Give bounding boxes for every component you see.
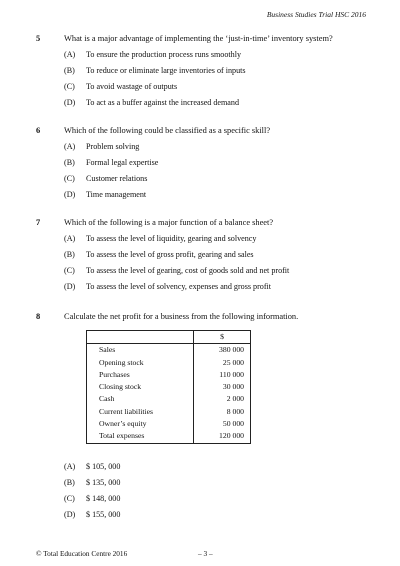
option-b (64, 250, 376, 259)
option-label: (B) (64, 66, 75, 75)
question-5 (36, 34, 376, 107)
option-label: (B) (64, 478, 75, 487)
option-label: (D) (64, 510, 76, 519)
option-a (64, 462, 376, 471)
question-text: What is a major advantage of implementing the ‘just-in-time’ inventory system? (64, 34, 333, 43)
table-cell-item: Cash (87, 393, 194, 405)
table-cell-value: 2 000 (194, 393, 251, 405)
question-7 (36, 218, 376, 291)
option-text: To assess the level of gross profit, gearing and sales (86, 250, 254, 259)
option-d (64, 282, 376, 291)
question-number: 7 (36, 218, 41, 227)
option-label: (A) (64, 50, 76, 59)
option-b (64, 66, 376, 75)
question-6 (36, 126, 376, 199)
question-8 (36, 312, 376, 321)
question-text: Calculate the net profit for a business from the following information. (64, 312, 299, 321)
question-text: Which of the following could be classified as a specific skill? (64, 126, 271, 135)
table-cell-value: 110 000 (194, 369, 251, 381)
option-text: $ 155, 000 (86, 510, 121, 519)
table-cell-value: 380 000 (194, 344, 251, 357)
option-text: Time management (86, 190, 147, 199)
option-d (64, 510, 376, 519)
option-b (64, 478, 376, 487)
option-label: (D) (64, 98, 76, 107)
option-text: $ 148, 000 (86, 494, 121, 503)
option-text: Problem solving (86, 142, 140, 151)
table-cell-value: 8 000 (194, 406, 251, 418)
option-label: (B) (64, 158, 75, 167)
option-label: (A) (64, 142, 76, 151)
option-a (64, 50, 376, 59)
table-header-item (87, 331, 194, 344)
option-c (64, 174, 376, 183)
option-text: $ 135, 000 (86, 478, 121, 487)
table-cell-item: Owner’s equity (87, 418, 194, 430)
option-text: To ensure the production process runs smoothly (86, 50, 241, 59)
option-c (64, 82, 376, 91)
option-b (64, 158, 376, 167)
option-c (64, 266, 376, 275)
option-c (64, 494, 376, 503)
question-number: 5 (36, 34, 41, 43)
option-text: Customer relations (86, 174, 148, 183)
table-row (87, 430, 251, 443)
page-header: Business Studies Trial HSC 2016 (266, 10, 366, 19)
table-cell-value: 30 000 (194, 381, 251, 393)
table-cell-item: Sales (87, 344, 194, 357)
option-label: (B) (64, 250, 75, 259)
table-row (87, 393, 251, 405)
option-label: (D) (64, 282, 76, 291)
option-d (64, 190, 376, 199)
table-row (87, 369, 251, 381)
table-cell-item: Total expenses (87, 430, 194, 443)
option-text: To act as a buffer against the increased demand (86, 98, 239, 107)
table-cell-value: 25 000 (194, 357, 251, 369)
footer-copyright: © Total Education Centre 2016 (36, 549, 128, 558)
option-text: Formal legal expertise (86, 158, 159, 167)
option-label: (D) (64, 190, 76, 199)
table-row (87, 381, 251, 393)
option-text: To assess the level of solvency, expenses and gross profit (86, 282, 272, 291)
option-label: (C) (64, 82, 75, 91)
question-text: Which of the following is a major function of a balance sheet? (64, 218, 274, 227)
table-row (87, 406, 251, 418)
table-cell-item: Purchases (87, 369, 194, 381)
option-label: (A) (64, 234, 76, 243)
table-row (87, 357, 251, 369)
table-cell-item: Current liabilities (87, 406, 194, 418)
table-cell-item: Closing stock (87, 381, 194, 393)
table-row (87, 418, 251, 430)
option-text: To assess the level of gearing, cost of goods sold and net profit (86, 266, 290, 275)
table-header-row (87, 331, 251, 344)
option-text: To avoid wastage of outputs (86, 82, 178, 91)
option-a (64, 234, 376, 243)
option-label: (C) (64, 174, 75, 183)
option-text: To assess the level of liquidity, gearing and solvency (86, 234, 257, 243)
question-8-options (36, 456, 376, 519)
financial-data-table (86, 330, 251, 444)
question-number: 6 (36, 126, 41, 135)
option-a (64, 142, 376, 151)
option-d (64, 98, 376, 107)
page-number: – 3 – (198, 549, 213, 558)
table-header-currency: $ (194, 331, 251, 344)
table-cell-value: 50 000 (194, 418, 251, 430)
question-number: 8 (36, 312, 41, 321)
option-text: To reduce or eliminate large inventories of inputs (86, 66, 246, 75)
table-row (87, 344, 251, 357)
table-cell-value: 120 000 (194, 430, 251, 443)
option-label: (A) (64, 462, 76, 471)
table-cell-item: Opening stock (87, 357, 194, 369)
option-label: (C) (64, 494, 75, 503)
option-label: (C) (64, 266, 75, 275)
option-text: $ 105, 000 (86, 462, 121, 471)
